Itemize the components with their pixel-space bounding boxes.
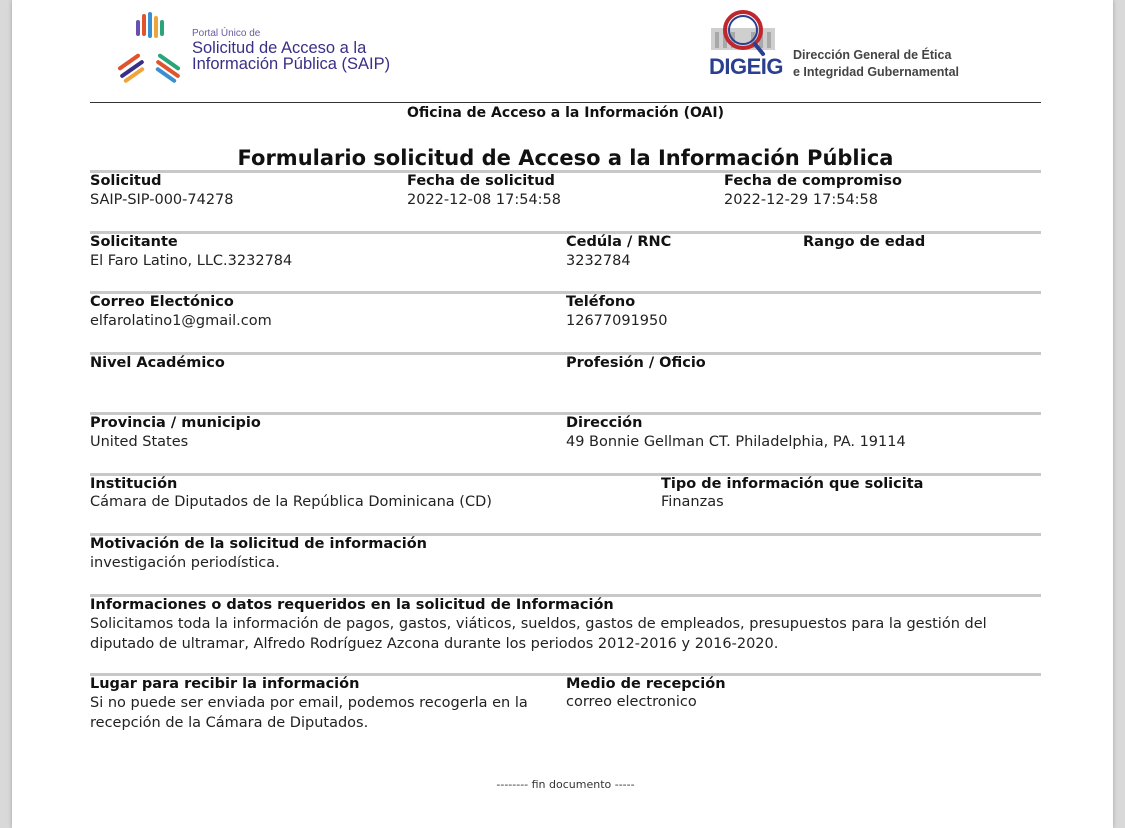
provincia-value: United States xyxy=(90,434,189,450)
direccion-label: Dirección xyxy=(566,415,643,431)
medio-label: Medio de recepción xyxy=(566,676,726,692)
digeig-logo xyxy=(705,6,975,86)
direccion-value: 49 Bonnie Gellman CT. Philadelphia, PA. 19114 xyxy=(566,434,906,450)
saip-title-line1: Solicitud de Acceso a la xyxy=(192,39,367,57)
digeig-name-line2: e Integridad Gubernamental xyxy=(793,65,960,79)
provincia-label: Provincia / municipio xyxy=(90,415,261,431)
nivel-academico-label: Nivel Académico xyxy=(90,355,225,371)
informaciones-label: Informaciones o datos requeridos en la solicitud de Información xyxy=(90,597,614,613)
saip-logo-icon xyxy=(112,10,188,86)
institucion-label: Institución xyxy=(90,476,178,492)
digeig-acronym: DIGEIG xyxy=(709,54,784,79)
office-title: Oficina de Acceso a la Información (OAI) xyxy=(407,105,724,121)
lugar-label: Lugar para recibir la información xyxy=(90,676,360,692)
lugar-value: Si no puede ser enviada por email, podemos recogerla en la recepción de la Cámara de Diputados. xyxy=(90,695,528,731)
motivacion-label: Motivación de la solicitud de información xyxy=(90,536,427,552)
document-page xyxy=(12,0,1113,828)
institucion-value: Cámara de Diputados de la República Dominicana (CD) xyxy=(90,494,492,510)
form-title: Formulario solicitud de Acceso a la Información Pública xyxy=(237,146,894,170)
rango-edad-label: Rango de edad xyxy=(803,234,926,250)
digeig-name-line1: Dirección General de Ética xyxy=(793,48,952,62)
fecha-compromiso-value: 2022-12-29 17:54:58 xyxy=(724,192,878,208)
medio-value: correo electronico xyxy=(566,694,697,710)
tipo-info-value: Finanzas xyxy=(661,494,724,510)
header-rule xyxy=(90,102,1041,103)
motivacion-value: investigación periodística. xyxy=(90,555,280,571)
solicitud-value: SAIP-SIP-000-74278 xyxy=(90,192,234,208)
solicitante-label: Solicitante xyxy=(90,234,178,250)
fecha-compromiso-label: Fecha de compromiso xyxy=(724,173,902,189)
cedula-label: Cedúla / RNC xyxy=(566,234,672,250)
fecha-solicitud-label: Fecha de solicitud xyxy=(407,173,555,189)
saip-title-line2: Información Pública (SAIP) xyxy=(192,55,391,73)
informaciones-value: Solicitamos toda la información de pagos, gastos, viáticos, sueldos, gastos de empleados, presupuestos para la gestión del diputado de ultramar, Alfredo Rodríguez Azcona durante los periodos 2012-2016 y 2016-2020. xyxy=(90,616,987,652)
telefono-label: Teléfono xyxy=(566,294,636,310)
fecha-solicitud-value: 2022-12-08 17:54:58 xyxy=(407,192,561,208)
cedula-value: 3232784 xyxy=(566,253,631,269)
tipo-info-label: Tipo de información que solicita xyxy=(661,476,924,492)
correo-label: Correo Electónico xyxy=(90,294,234,310)
end-of-document: -------- fin documento ----- xyxy=(496,778,635,791)
profesion-label: Profesión / Oficio xyxy=(566,355,706,371)
saip-logo xyxy=(112,8,402,88)
saip-small-text: Portal Único de xyxy=(192,28,261,39)
correo-value: elfarolatino1@gmail.com xyxy=(90,313,272,329)
solicitud-label: Solicitud xyxy=(90,173,162,189)
solicitante-value: El Faro Latino, LLC.3232784 xyxy=(90,253,293,269)
telefono-value: 12677091950 xyxy=(566,313,668,329)
